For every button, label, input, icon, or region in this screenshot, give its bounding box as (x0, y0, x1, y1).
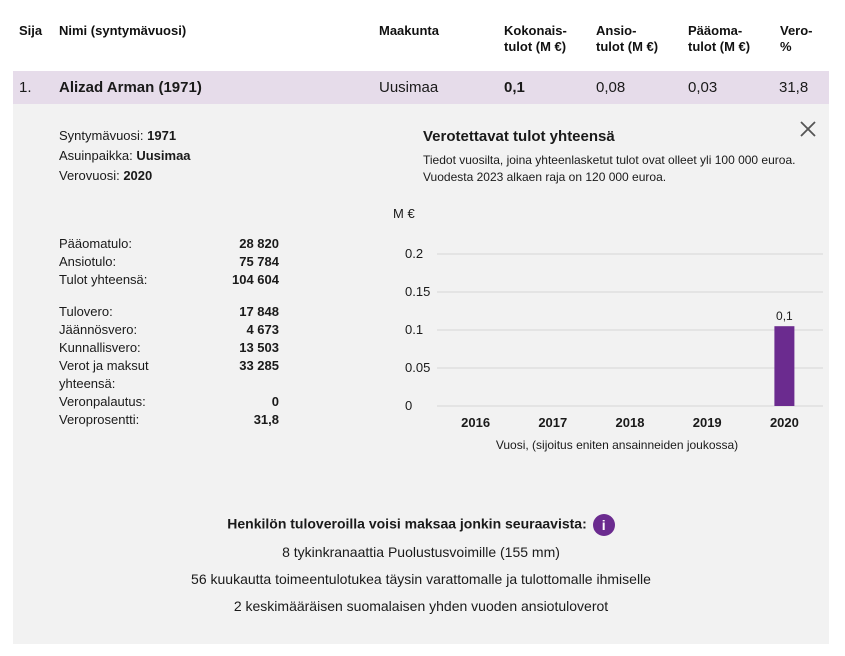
row-region: Uusimaa (379, 79, 439, 96)
table-header (0, 0, 845, 70)
list-item (59, 303, 279, 321)
list-item (59, 339, 279, 357)
row-tax-percent: 31,8 (779, 79, 809, 96)
income-value: 104 604 (232, 272, 279, 287)
bar-2020[interactable] (774, 326, 794, 406)
tax-label: Veronpalautus: (59, 394, 146, 409)
y-tick-label: 0.2 (405, 246, 424, 261)
residence-value: Uusimaa (136, 148, 191, 163)
x-tick-label: 2020 (769, 415, 799, 430)
table-row[interactable] (13, 71, 829, 104)
tax-label: Tulovero: (59, 304, 113, 319)
bars (774, 309, 794, 406)
list-item (59, 271, 279, 289)
col-earned-income-header[interactable]: Ansio- tulot (M €) (596, 23, 659, 54)
tax-value: 33 285 (239, 358, 279, 373)
tax-year-label: Verovuosi: (59, 168, 120, 183)
y-tick-label: 0 (405, 398, 413, 413)
fact-item: 8 tykinkranaattia Puolustusvoimille (155 mm) (282, 544, 560, 560)
list-item (59, 393, 279, 411)
birth-year-value: 1971 (147, 128, 177, 143)
tax-year-value: 2020 (123, 168, 153, 183)
x-tick-label: 2018 (615, 415, 645, 430)
tax-value: 17 848 (239, 304, 279, 319)
y-tick-label: 0.05 (405, 360, 431, 375)
income-value: 75 784 (239, 254, 279, 269)
facts-title (13, 514, 829, 536)
chart-subtitle: Tiedot vuosilta, joina yhteenlasketut tulot ovat olleet yli 100 000 euroa. Vuodesta 2023 alkaen raja on 120 000 euroa. (423, 153, 796, 184)
list-item (59, 321, 279, 339)
close-icon[interactable] (799, 120, 817, 138)
fact-item: 56 kuukautta toimeentulotukea täysin varattomalle ja tulottomalle ihmiselle (191, 571, 651, 587)
x-tick-label: 2019 (692, 415, 722, 430)
info-icon[interactable]: i (593, 514, 615, 536)
list-item (59, 357, 279, 393)
income-label: Tulot yhteensä: (59, 272, 148, 287)
birth-year-label: Syntymävuosi: (59, 128, 144, 143)
tax-label: Jäännösvero: (59, 322, 138, 337)
row-name: Alizad Arman (1971) (59, 79, 202, 96)
col-rank-header[interactable]: Sija (19, 23, 43, 38)
x-tick-label: 2016 (461, 415, 491, 430)
x-axis-label: Vuosi, (sijoitus eniten ansainneiden joukossa) (495, 438, 739, 452)
list-item (59, 235, 279, 253)
col-tax-percent-header[interactable]: Vero- % (780, 23, 813, 54)
list-item (59, 411, 279, 429)
col-total-income-header[interactable]: Kokonais- tulot (M €) (504, 23, 567, 54)
tax-list (59, 303, 279, 429)
income-list (59, 235, 279, 289)
income-value: 28 820 (239, 236, 279, 251)
y-tick-label: 0.15 (405, 284, 431, 299)
y-axis-label: M € (393, 206, 415, 221)
x-ticks (461, 415, 799, 430)
col-region-header[interactable]: Maakunta (379, 23, 439, 38)
y-ticks (405, 246, 430, 413)
facts-title-text: Henkilön tuloveroilla voisi maksaa jonkin seuraavista: (227, 515, 587, 532)
list-item (59, 253, 279, 271)
col-name-header[interactable]: Nimi (syntymävuosi) (59, 23, 187, 38)
fact-item: 2 keskimääräisen suomalaisen yhden vuoden ansiotuloverot (233, 598, 609, 614)
tax-value: 0 (271, 394, 279, 409)
detail-panel (13, 104, 829, 644)
person-info (59, 126, 191, 186)
y-tick-label: 0.1 (405, 322, 424, 337)
income-label: Ansiotulo: (59, 254, 117, 269)
tax-year-line (59, 166, 191, 186)
tax-value: 31,8 (253, 412, 279, 427)
tax-label: Veroprosentti: (59, 412, 140, 427)
tax-value: 13 503 (239, 340, 279, 355)
income-bar-chart (383, 200, 823, 460)
row-capital-income: 0,03 (688, 79, 718, 96)
x-tick-label: 2017 (538, 415, 568, 430)
grid (437, 254, 823, 406)
data-label: 0,1 (776, 309, 793, 324)
tax-label: Verot ja maksut yhteensä: (59, 358, 149, 391)
col-capital-income-header[interactable]: Pääoma- tulot (M €) (688, 23, 751, 54)
row-rank: 1. (19, 79, 32, 96)
tax-label: Kunnallisvero: (59, 340, 141, 355)
residence-label: Asuinpaikka: (59, 148, 133, 163)
tax-value: 4 673 (246, 322, 279, 337)
row-earned-income: 0,08 (596, 79, 626, 96)
birth-year-line (59, 126, 191, 146)
residence-line (59, 146, 191, 166)
chart-title: Verotettavat tulot yhteensä (423, 128, 615, 145)
row-total-income: 0,1 (504, 79, 525, 96)
income-label: Pääomatulo: (59, 236, 132, 251)
